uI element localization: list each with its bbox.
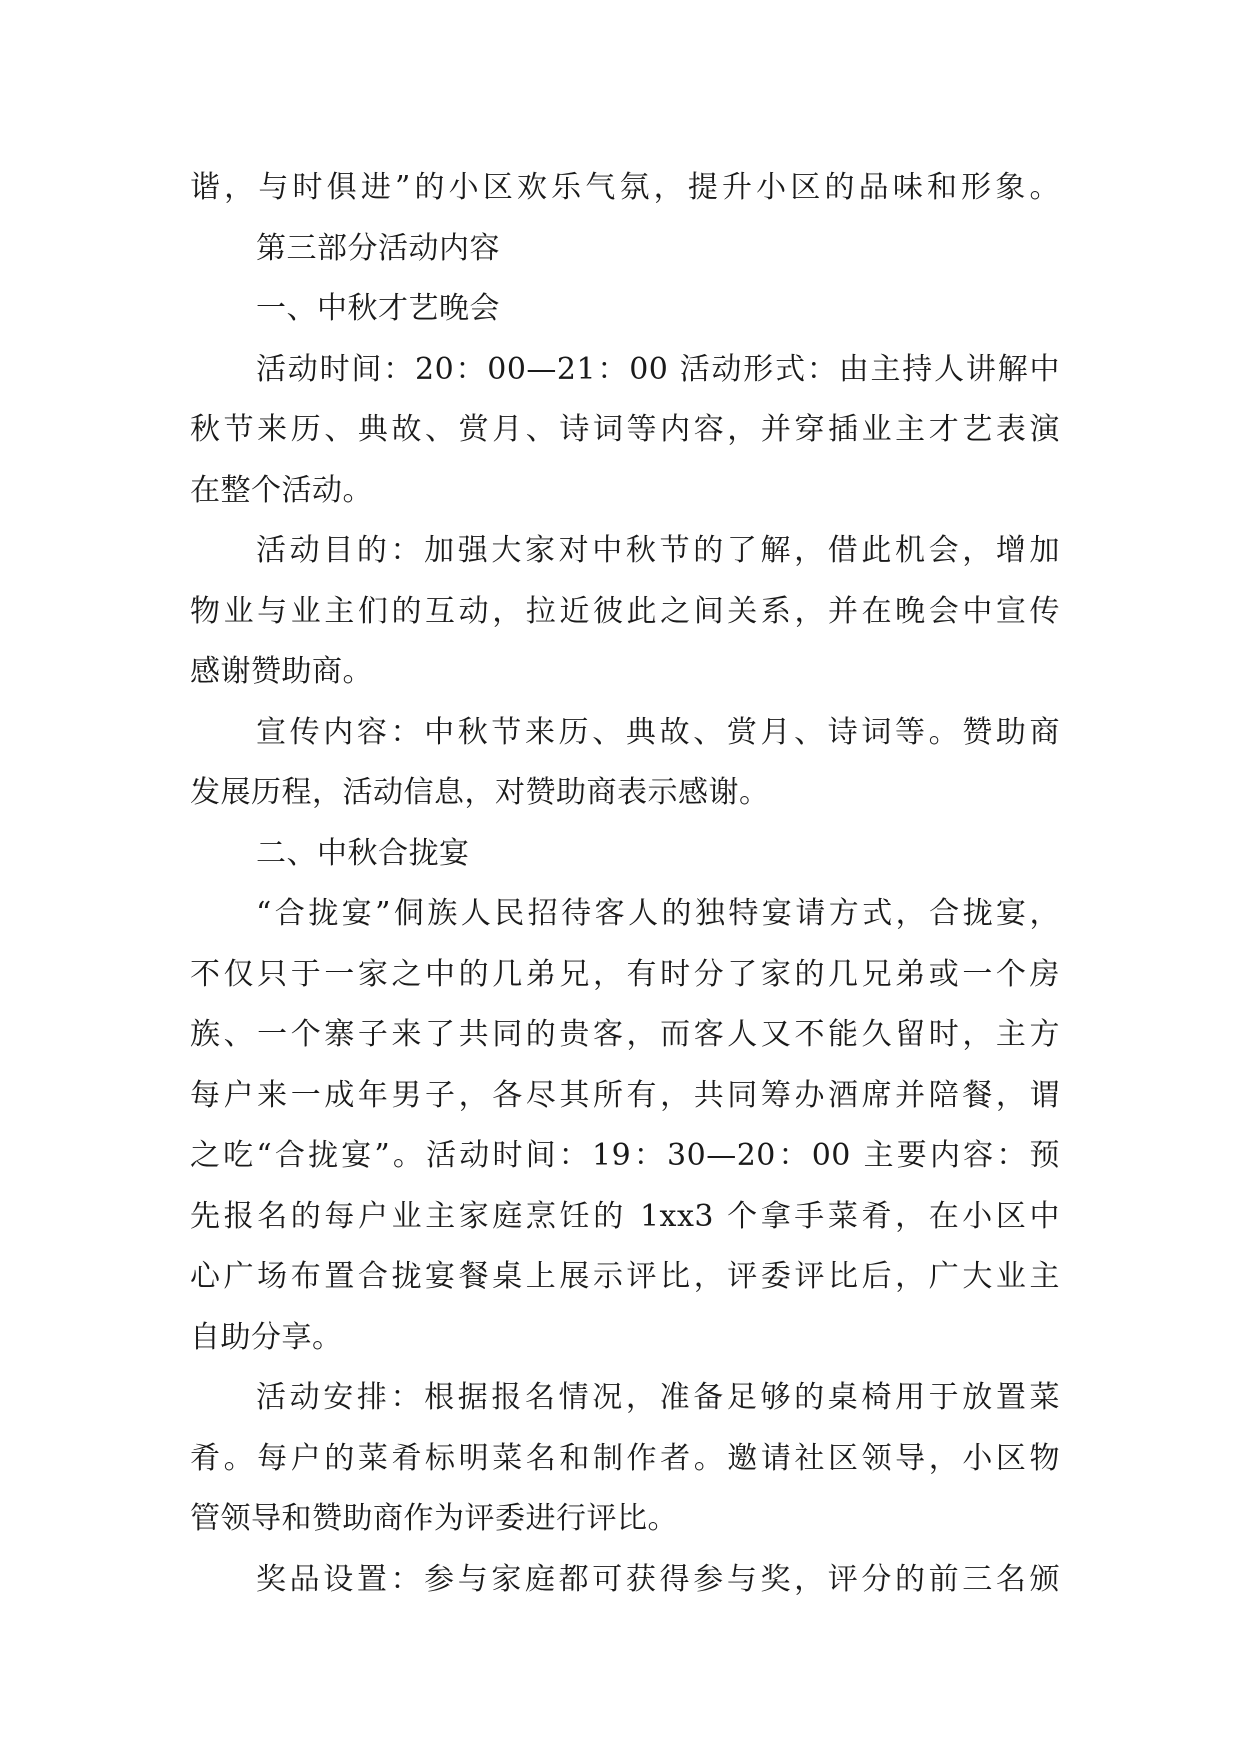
text-line-17: 之吃“合拢宴”。活动时间：19：30—20：00 主要内容：预 [190,1138,1060,1173]
text-line-8: 物业与业主们的互动，拉近彼此之间关系，并在晚会中宣传 [190,593,1060,629]
text-line-21: 活动安排：根据报名情况，准备足够的桌椅用于放置菜 [256,1380,1060,1415]
text-line-22: 肴。每户的菜肴标明菜名和制作者。邀请社区领导，小区物 [190,1440,1060,1476]
text-line-16: 每户来一成年男子，各尽其所有，共同筹办酒席并陪餐，谓 [190,1077,1060,1113]
text-line-1: 谐，与时俱进”的小区欢乐气氛，提升小区的品味和形象。 [190,170,1060,205]
text-line-5: 秋节来历、典故、赏月、诗词等内容，并穿插业主才艺表演 [190,412,1060,447]
text-line-20: 自助分享。 [190,1319,343,1355]
text-line-11: 发展历程，活动信息，对赞助商表示感谢。 [190,775,770,810]
text-line-7: 活动目的：加强大家对中秋节的了解，借此机会，增加 [256,533,1060,568]
text-line-19: 心广场布置合拢宴餐桌上展示评比，评委评比后，广大业主 [190,1259,1060,1294]
text-line-18: 先报名的每户业主家庭烹饪的 1xx3 个拿手菜肴，在小区中 [190,1198,1060,1234]
subsection-heading-1: 一、中秋才艺晚会 [256,291,500,326]
text-line-23: 管领导和赞助商作为评委进行评比。 [190,1501,678,1536]
subsection-heading-2: 二、中秋合拢宴 [256,835,470,871]
text-line-9: 感谢赞助商。 [190,654,373,689]
section-heading: 第三部分活动内容 [256,230,500,266]
text-line-10: 宣传内容：中秋节来历、典故、赏月、诗词等。赞助商 [256,714,1060,750]
document-body [190,158,1060,1610]
text-line-13: “合拢宴”侗族人民招待客人的独特宴请方式，合拢宴， [256,896,1060,931]
text-line-14: 不仅只于一家之中的几弟兄，有时分了家的几兄弟或一个房 [190,956,1060,992]
text-line-24: 奖品设置：参与家庭都可获得参与奖，评分的前三名颁 [256,1561,1060,1597]
text-line-4: 活动时间：20：00—21：00 活动形式：由主持人讲解中 [256,351,1060,387]
text-line-15: 族、一个寨子来了共同的贵客，而客人又不能久留时，主方 [190,1017,1060,1052]
text-line-6: 在整个活动。 [190,472,373,508]
